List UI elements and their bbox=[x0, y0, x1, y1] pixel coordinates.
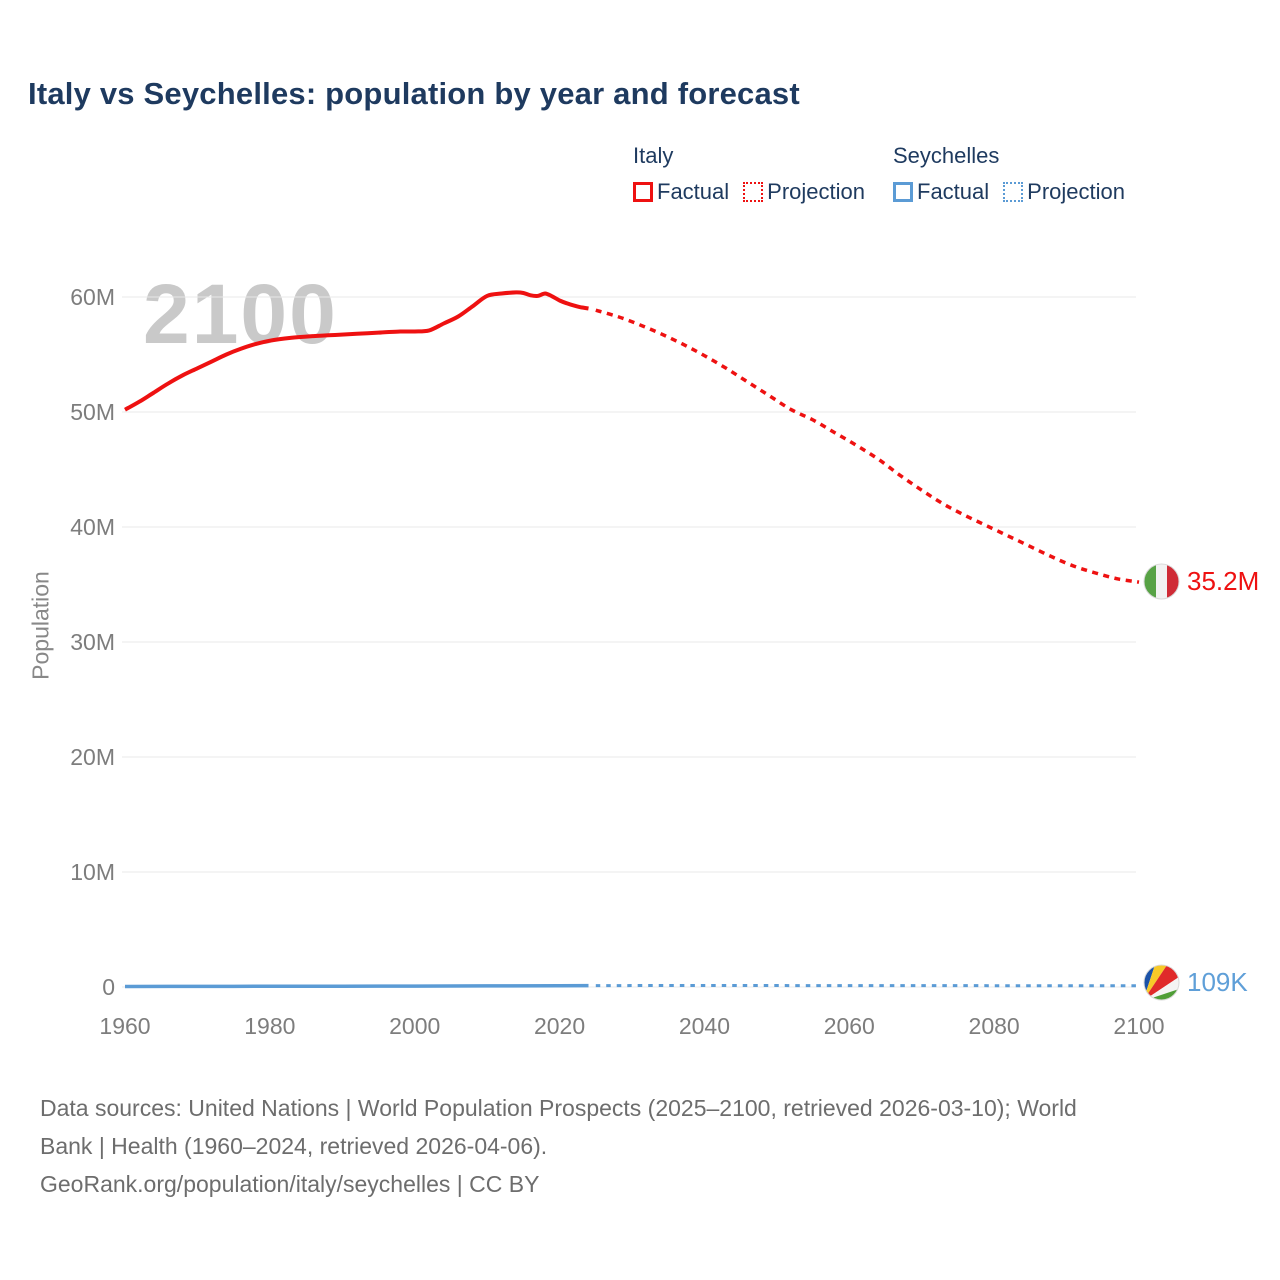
y-tick-label: 50M bbox=[70, 399, 115, 425]
seychelles-end-label bbox=[1143, 964, 1248, 1001]
y-tick-label: 20M bbox=[70, 744, 115, 770]
x-tick-label: 2080 bbox=[968, 1013, 1020, 1039]
footer-attribution-line: GeoRank.org/population/italy/seychelles | CC BY bbox=[40, 1171, 540, 1197]
italy-flag-icon bbox=[1143, 563, 1180, 600]
watermark-year: 2100 bbox=[143, 267, 338, 361]
series-line-italy-projection bbox=[596, 310, 1139, 582]
legend-item-label: Projection bbox=[767, 179, 865, 204]
chart-title: Italy vs Seychelles: population by year and forecast bbox=[28, 76, 800, 111]
y-tick-label: 10M bbox=[70, 859, 115, 885]
x-tick-label: 2020 bbox=[533, 1013, 586, 1039]
italy-end-value: 35.2M bbox=[1187, 566, 1260, 596]
x-tick-label: 1960 bbox=[99, 1013, 151, 1039]
gridlines bbox=[122, 297, 1136, 987]
y-tick-label: 30M bbox=[70, 629, 115, 655]
series-line-seychelles-factual bbox=[125, 986, 589, 987]
legend-group-title: Italy bbox=[633, 143, 674, 168]
legend-item-label: Projection bbox=[1027, 179, 1125, 204]
y-tick-label: 40M bbox=[70, 514, 115, 540]
footer bbox=[40, 1089, 1077, 1203]
seychelles-end-value: 109K bbox=[1187, 967, 1248, 997]
legend-group-title: Seychelles bbox=[893, 143, 1000, 168]
footer-sources-line-1: Data sources: United Nations | World Population Prospects (2025–2100, retrieved 2026-03-10); World bbox=[40, 1095, 1077, 1121]
footer-sources-line-2: Bank | Health (1960–2024, retrieved 2026-04-06). bbox=[40, 1133, 548, 1159]
y-axis-title: Population bbox=[27, 571, 54, 680]
legend-item-label: Factual bbox=[657, 179, 730, 204]
series-line-italy-factual bbox=[125, 292, 589, 409]
x-tick-label: 2060 bbox=[823, 1013, 875, 1039]
series-lines bbox=[125, 292, 1139, 986]
x-tick-label: 2000 bbox=[389, 1013, 441, 1039]
x-tick-label: 1980 bbox=[244, 1013, 296, 1039]
seychelles-flag-icon bbox=[1143, 964, 1180, 1001]
legend-item-label: Factual bbox=[917, 179, 990, 204]
y-tick-label: 60M bbox=[70, 284, 115, 310]
x-tick-label: 2100 bbox=[1113, 1013, 1165, 1039]
x-tick-label: 2040 bbox=[678, 1013, 730, 1039]
y-tick-label: 0 bbox=[102, 974, 115, 1000]
italy-end-label bbox=[1143, 563, 1259, 600]
